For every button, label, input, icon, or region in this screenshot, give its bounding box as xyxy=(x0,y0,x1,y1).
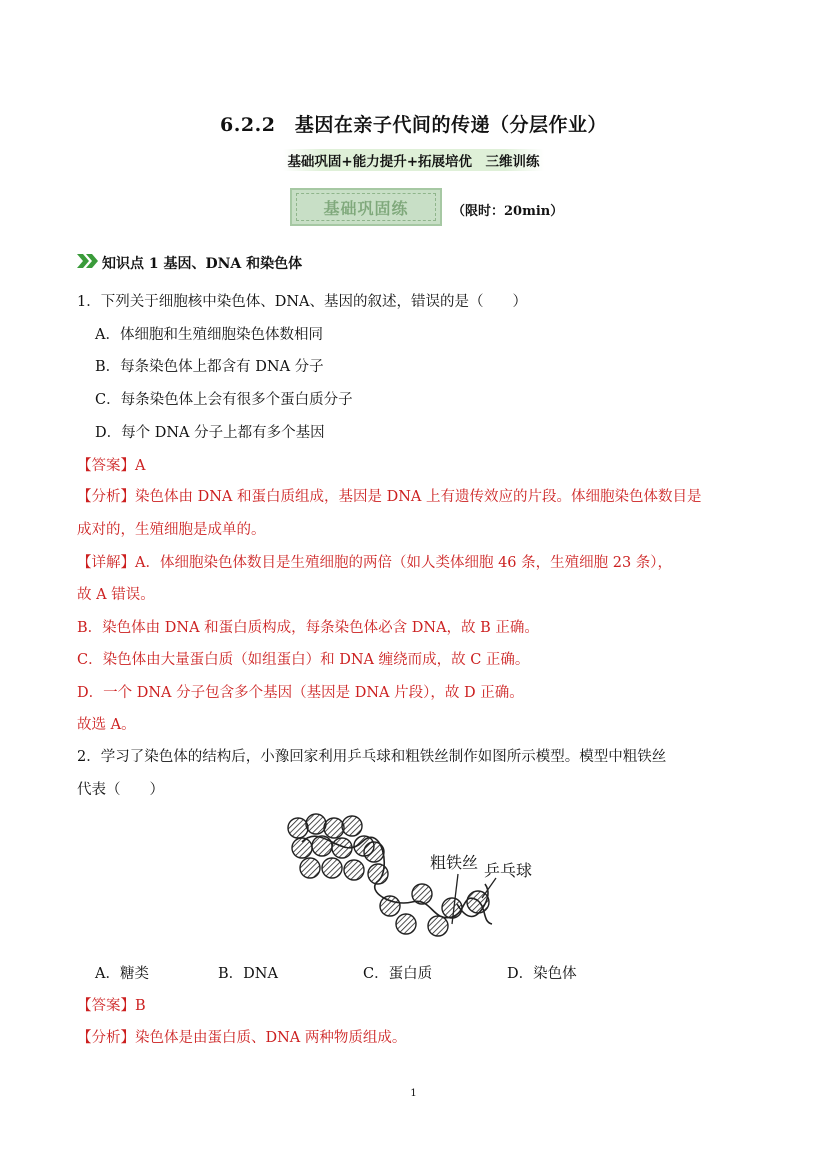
page-subtitle: 基础巩固+能力提升+拓展培优 三维训练 xyxy=(283,149,543,171)
q1-conclusion: 故选 A。 xyxy=(77,717,136,733)
time-limit: （限时：20min） xyxy=(452,204,564,219)
q1-option-b: B．每条染色体上都含有 DNA 分子 xyxy=(95,359,324,375)
q2-option-d: D．染色体 xyxy=(507,966,577,982)
figure-label-wire: 粗铁丝 xyxy=(430,853,479,872)
q1-detail-line-4: C．染色体由大量蛋白质（如组蛋白）和 DNA 缠绕而成，故 C 正确。 xyxy=(77,652,530,668)
q2-answer: 【答案】B xyxy=(77,998,146,1014)
figure-label-ball: 乒乓球 xyxy=(484,861,533,880)
question-1-stem: 1．下列关于细胞核中染色体、DNA、基因的叙述，错误的是（ ） xyxy=(77,294,528,310)
q1-analysis-line-1: 【分析】染色体由 DNA 和蛋白质组成，基因是 DNA 上有遗传效应的片段。体细胞染色体数目是 xyxy=(77,489,702,505)
double-chevron-icon xyxy=(77,254,99,272)
q2-option-a: A．糖类 xyxy=(95,966,149,982)
level-badge-label: 基础巩固练 xyxy=(296,193,436,221)
subtitle-wrapper xyxy=(0,149,827,171)
q1-analysis-line-2: 成对的，生殖细胞是成单的。 xyxy=(77,522,266,538)
question-2-stem-line-1: 2．学习了染色体的结构后，小豫回家利用乒乓球和粗铁丝制作如图所示模型。模型中粗铁丝 xyxy=(77,749,667,765)
page-number: 1 xyxy=(410,1088,417,1099)
section-heading xyxy=(77,253,302,273)
question-2-stem-line-2: 代表（ ） xyxy=(77,782,164,798)
q1-option-d: D．每个 DNA 分子上都有多个基因 xyxy=(95,425,325,441)
q1-detail-line-2: 故 A 错误。 xyxy=(77,587,155,603)
q1-option-a: A．体细胞和生殖细胞染色体数相同 xyxy=(95,327,323,343)
q1-answer: 【答案】A xyxy=(77,458,146,474)
q1-detail-line-1: 【详解】A．体细胞染色体数目是生殖细胞的两倍（如人类体细胞 46 条，生殖细胞 23 条）， xyxy=(77,555,673,571)
q2-analysis: 【分析】染色体是由蛋白质、DNA 两种物质组成。 xyxy=(77,1030,407,1046)
chromosome-model-drawing xyxy=(282,812,552,947)
level-badge xyxy=(290,188,442,226)
page-title: 6.2.2 基因在亲子代间的传递（分层作业） xyxy=(220,114,607,136)
section-heading-text: 知识点 1 基因、DNA 和染色体 xyxy=(102,256,303,272)
q2-option-b: B．DNA xyxy=(218,966,278,982)
q1-option-c: C．每条染色体上会有很多个蛋白质分子 xyxy=(95,392,353,408)
q2-option-c: C．蛋白质 xyxy=(363,966,433,982)
q1-detail-line-3: B．染色体由 DNA 和蛋白质构成，每条染色体必含 DNA，故 B 正确。 xyxy=(77,620,539,636)
chromosome-model-figure xyxy=(282,812,552,947)
q1-detail-line-5: D．一个 DNA 分子包含多个基因（基因是 DNA 片段），故 D 正确。 xyxy=(77,685,524,701)
